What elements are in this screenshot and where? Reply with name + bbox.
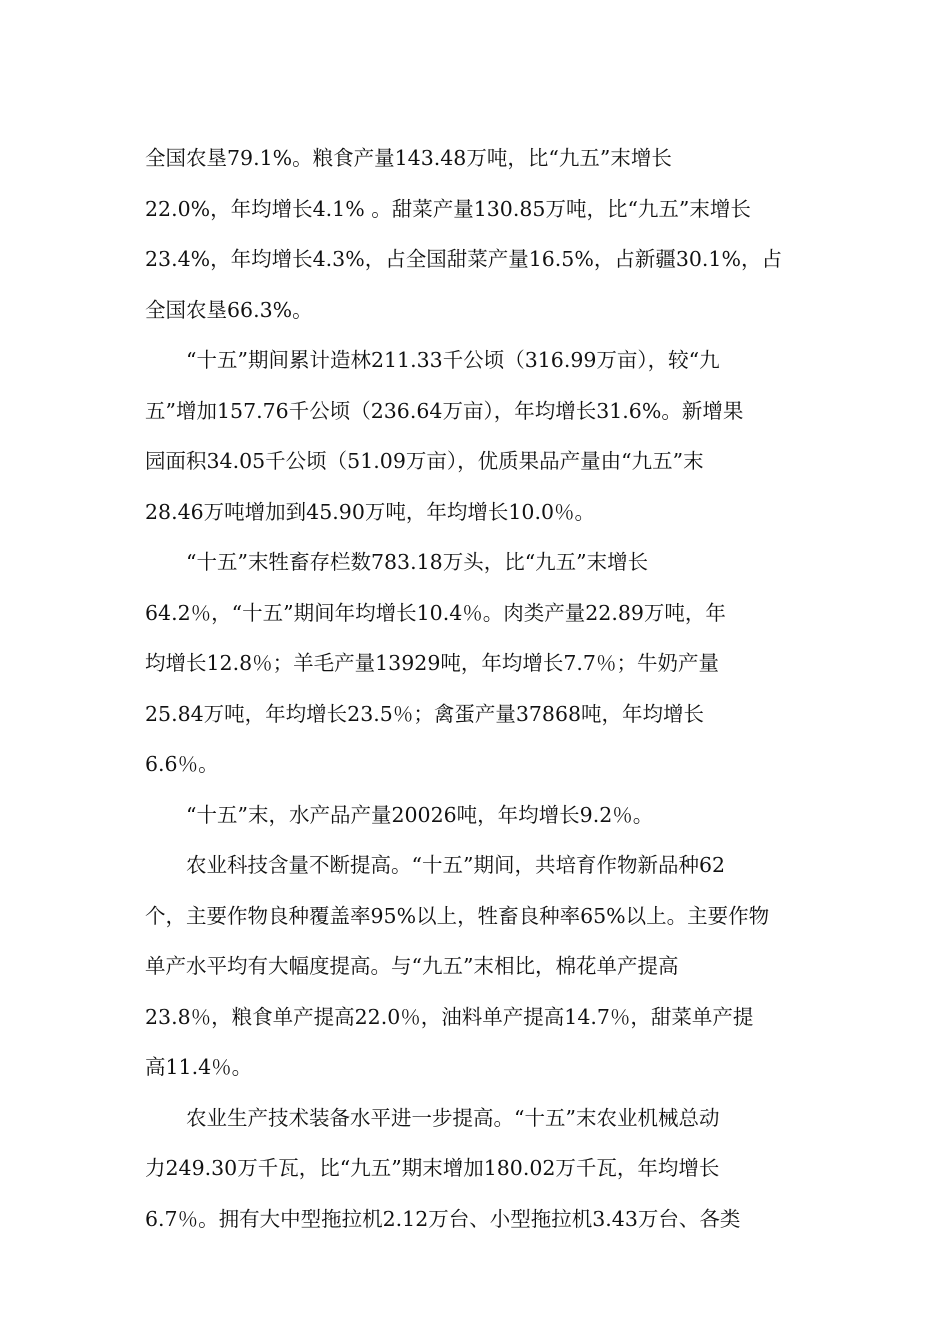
- text-line: 单产水平均有大幅度提高。与“九五”末相比，棉花单产提高: [145, 954, 679, 978]
- paragraph-first-line: 农业科技含量不断提高。“十五”期间，共培育作物新品种62: [186, 853, 726, 877]
- text-line: 23.8％，粮食单产提高22.0％，油料单产提高14.7％，甜菜单产提: [145, 1004, 754, 1029]
- text-line: 高11.4％。: [145, 1055, 253, 1079]
- text-line: 力249.30万千瓦，比“九五”期末增加180.02万千瓦，年均增长: [145, 1156, 720, 1180]
- text-line: 园面积34.05千公顷（51.09万亩），优质果品产量由“九五”末: [145, 449, 704, 473]
- text-line: 五”增加157.76千公顷（236.64万亩），年均增长31.6%。新增果: [145, 398, 744, 423]
- paragraph-first-line: “十五”末牲畜存栏数783.18万头，比“九五”末增长: [186, 550, 649, 574]
- paragraph-first-line: “十五”期间累计造林211.33千公顷（316.99万亩），较“九: [186, 348, 720, 372]
- text-line: 全国农垦79.1%。粮食产量143.48万吨，比“九五”末增长: [145, 146, 672, 170]
- text-line: 6.7％。拥有大中型拖拉机2.12万台、小型拖拉机3.43万台、各类: [145, 1206, 741, 1231]
- paragraph-first-line: “十五”末，水产品产量20026吨，年均增长9.2％。: [186, 802, 654, 827]
- paragraph-first-line: 农业生产技术装备水平进一步提高。“十五”末农业机械总动: [186, 1105, 720, 1130]
- text-line: 全国农垦66.3%。: [145, 297, 313, 322]
- text-line: 均增长12.8％；羊毛产量13929吨，年均增长7.7％；牛奶产量: [145, 651, 719, 675]
- body-text: [145, 133, 810, 1244]
- text-line: 6.6％。: [145, 752, 219, 776]
- text-line: 23.4%，年均增长4.3%，占全国甜菜产量16.5%，占新疆30.1%，占: [145, 247, 782, 271]
- text-line: 22.0%，年均增长4.1% 。甜菜产量130.85万吨，比“九五”末增长: [145, 196, 751, 221]
- text-line: 个，主要作物良种覆盖率95%以上，牲畜良种率65%以上。主要作物: [145, 903, 770, 928]
- text-line: 28.46万吨增加到45.90万吨，年均增长10.0％。: [145, 499, 596, 524]
- text-line: 64.2％，“十五”期间年均增长10.4％。肉类产量22.89万吨，年: [145, 600, 726, 625]
- text-line: 25.84万吨，年均增长23.5％；禽蛋产量37868吨，年均增长: [145, 701, 705, 726]
